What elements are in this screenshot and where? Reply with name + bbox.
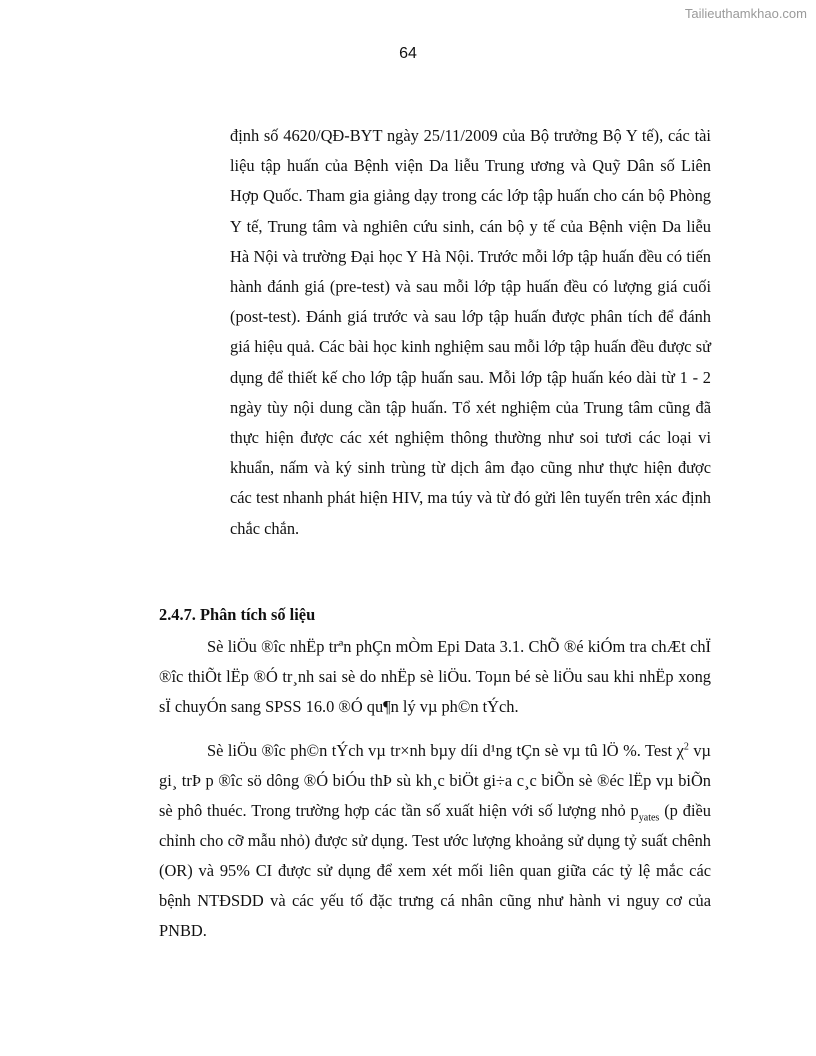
- page-number: 64: [399, 45, 417, 62]
- yates-subscript: yates: [638, 812, 660, 824]
- chi-square-superscript: 2: [683, 741, 689, 753]
- paragraph-3-text-a: Sè liÖu ®îc ph©n tÝch vµ tr×nh bµy díi d¹ng tÇn sè vµ tû lÖ %. Test χ: [207, 741, 684, 760]
- body-paragraph-2: Sè liÖu ®îc nhËp trªn phÇn mÒm Epi Data 3.1. ChÕ ®é kiÓm tra chÆt chÏ ®îc thiÕt lËp ®Ó tr¸nh sai sè do nhËp sè liÖu. Toµn bé sè liÖu sau khi nhËp xong sÏ chuyÓn sang SPSS 16.0 ®Ó qu¶n lý vµ ph©n tÝch.: [159, 637, 711, 716]
- body-paragraph-3: [159, 736, 711, 946]
- section-heading: 2.4.7. Phân tích số liệu: [159, 605, 316, 624]
- watermark-text: Tailieuthamkhao.com: [684, 6, 807, 21]
- paragraph-3-text-c: (p điều chỉnh cho cỡ mẫu nhỏ) được sử dụng. Test ước lượng khoảng sử dụng tỷ suất chênh (OR) và 95% CI được sử dụng để xem xét mối liên quan giữa các tỷ lệ mắc các bệnh NTĐSDD và các yếu tố đặc trưng cá nhân cũng như hành vi nguy cơ của PNBD.: [159, 801, 711, 940]
- body-paragraph-1: định số 4620/QĐ-BYT ngày 25/11/2009 của Bộ trưởng Bộ Y tế), các tài liệu tập huấn của Bệnh viện Da liễu Trung ương và Quỹ Dân số Liên Hợp Quốc. Tham gia giảng dạy trong các lớp tập huấn cho cán bộ Phòng Y tế, Trung tâm và nghiên cứu sinh, cán bộ y tế của Bệnh viện Da liễu Hà Nội và trường Đại học Y Hà Nội. Trước mỗi lớp tập huấn đều có tiến hành đánh giá (pre-test) và sau mỗi lớp tập huấn đều có lượng giá cuối (post-test). Đánh giá trước và sau lớp tập huấn được phân tích để đánh giá hiệu quả. Các bài học kinh nghiệm sau mỗi lớp tập huấn đều được sử dụng để thiết kế cho lớp tập huấn sau. Mỗi lớp tập huấn kéo dài từ 1 - 2 ngày tùy nội dung cần tập huấn. Tổ xét nghiệm của Trung tâm cũng đã thực hiện được các xét nghiệm thông thường như soi tươi các loại vi khuẩn, nấm và ký sinh trùng từ dịch âm đạo cũng như thực hiện được các test nhanh phát hiện HIV, ma túy và từ đó gửi lên tuyến trên xác định chắc chắn.: [230, 126, 711, 538]
- paragraph-3-text-b: vµ gi¸ trÞ p ®îc sö dông ®Ó biÓu thÞ sù kh¸c biÖt gi÷a c¸c biÕn sè ®éc lËp vµ biÕn sè phô thuéc. Trong trường hợp các tần số xuất hiện với số lượng nhỏ p: [159, 741, 711, 820]
